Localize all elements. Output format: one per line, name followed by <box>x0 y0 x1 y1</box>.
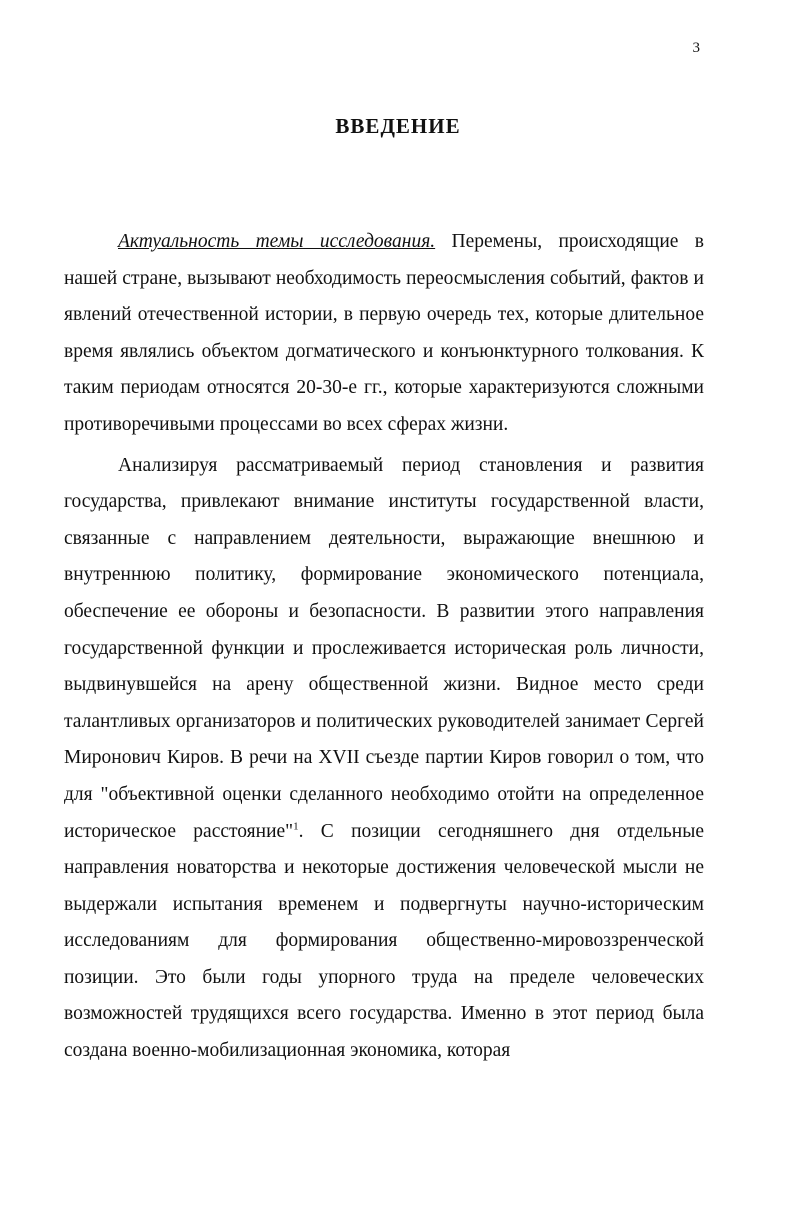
footnote-reference: 1 <box>293 820 299 832</box>
page-number: 3 <box>692 40 700 56</box>
relevance-text: Перемены, происходящие в нашей стране, вызывают необходимость переосмысления событий, фактов и явлений отечественной истории, в первую очередь тех, которые длительное время являлись объектом догматического и конъюнктурного толкования. К таким периодам относятся 20-30-е гг., которые характеризуются сложными противоречивыми процессами во всех сферах жизни. <box>64 231 705 435</box>
analysis-text-part2: . С позиции сегодняшнего дня отдельные направления новаторства и некоторые достижения человеческой мысли не выдержали испытания временем и подвергнуты научно-историческим исследованиям для формирования общественно-мировоззренческой позиции. Это были годы упорного труда на пределе человеческих возможностей трудящихся всего государства. Именно в этот период была создана военно-мобилизационная экономика, которая <box>64 820 704 1062</box>
analysis-text-part1: Анализируя рассматриваемый период становления и развития государства, привлекают внимание институты государственной власти, связанные с направлением деятельности, выражающие внешнюю и внутреннюю политику, формирование экономического потенциала, обеспечение ее обороны и безопасности. В развитии этого направления государственной функции и прослеживается историческая роль личности, выдвинувшейся на арену общественной жизни. Видное место среди талантливых организаторов и политических руководителей занимает Сергей Миронович Киров. В речи на XVII съезде партии Киров говорил о том, что для "объективной оценки сделанного необходимо отойти на определенное историческое расстояние" <box>64 454 704 842</box>
page-title: ВВЕДЕНИЕ <box>335 114 461 138</box>
document-body <box>64 224 704 1070</box>
paragraph-relevance <box>64 224 704 444</box>
paragraph-analysis <box>64 448 704 1070</box>
relevance-heading: Актуальность темы исследования. <box>118 231 436 252</box>
